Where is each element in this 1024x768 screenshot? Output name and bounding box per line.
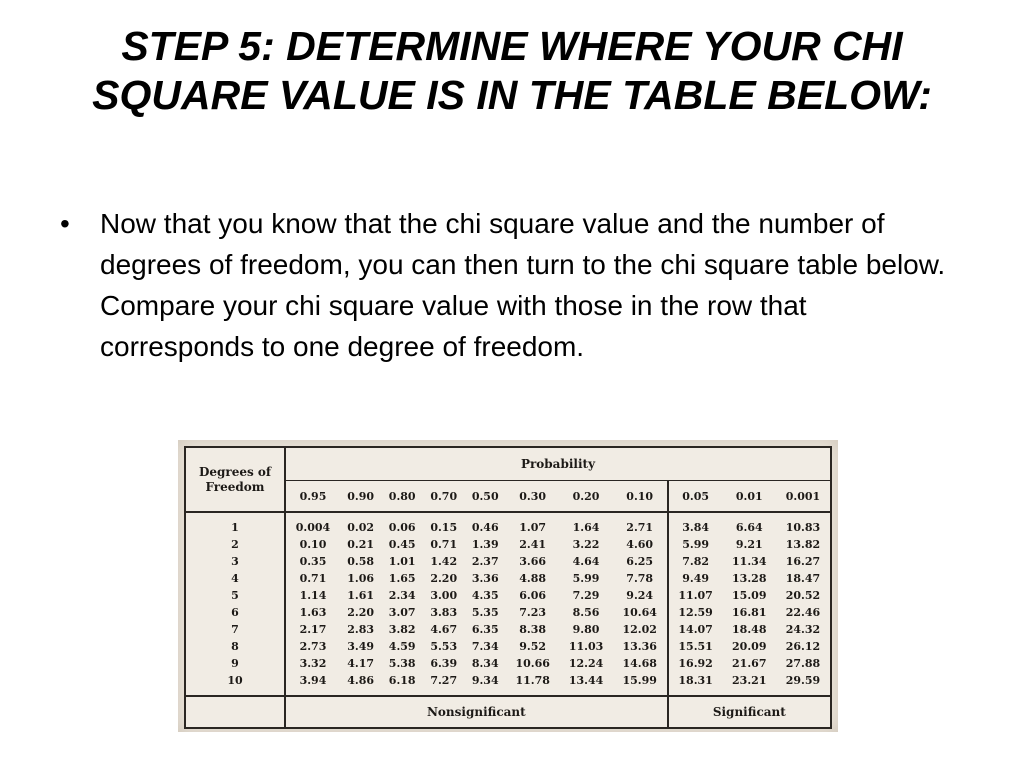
chi-value-cell: 29.59 bbox=[776, 672, 831, 696]
nonsignificant-label: Nonsignificant bbox=[285, 696, 668, 728]
chi-value-cell: 7.78 bbox=[626, 572, 654, 585]
chi-value-cell: 13.36 bbox=[622, 640, 657, 653]
probability-column-header: 0.95 bbox=[285, 481, 340, 513]
chi-value-cell: 14.07 bbox=[668, 621, 723, 638]
chi-value-cell: 3.00 bbox=[430, 589, 458, 602]
chi-value-cell: 6.39 bbox=[430, 657, 458, 670]
chi-value-cell: 7.23 bbox=[519, 606, 547, 619]
bullet-paragraph bbox=[60, 203, 950, 368]
chi-value-cell: 11.78 bbox=[515, 674, 550, 687]
chi-value-cell: 18.31 bbox=[668, 672, 723, 696]
chi-value-cell: 7.34 bbox=[471, 640, 499, 653]
chi-value-cell: 10.64 bbox=[622, 606, 657, 619]
chi-value-cell: 5.35 bbox=[471, 606, 499, 619]
probability-column-header: 0.05 bbox=[668, 481, 723, 513]
probability-column-header: 0.01 bbox=[723, 481, 776, 513]
chi-value-cell: 6.25 bbox=[626, 555, 654, 568]
table-body bbox=[185, 512, 831, 696]
chi-value-cell: 1.42 bbox=[430, 555, 458, 568]
chi-value-cell: 11.03 bbox=[568, 640, 604, 653]
chi-value-cell: 12.24 bbox=[568, 657, 604, 670]
chi-value-cell: 3.66 bbox=[519, 555, 547, 568]
chi-value-cell: 2.34 bbox=[388, 589, 416, 602]
chi-value-cell: 11.07 bbox=[668, 587, 723, 604]
degrees-of-freedom-header: Degrees of Freedom bbox=[185, 447, 285, 512]
chi-value-cell: 3.22 bbox=[572, 538, 600, 551]
chi-value-cell: 4.64 bbox=[572, 555, 600, 568]
chi-value-cell: 9.34 bbox=[471, 674, 499, 687]
chi-value-cell: 0.02 bbox=[347, 521, 375, 534]
chi-value-cell: 5.38 bbox=[388, 657, 416, 670]
chi-value-cell: 1.06 bbox=[347, 572, 375, 585]
chi-value-cell: 1.65 bbox=[388, 572, 416, 585]
chi-value-cell: 15.51 bbox=[668, 638, 723, 655]
chi-value-cell: 7.29 bbox=[572, 589, 600, 602]
chi-value-cell: 13.44 bbox=[568, 674, 604, 687]
footer-blank-cell bbox=[185, 696, 285, 728]
chi-value-cell: 7.27 bbox=[430, 674, 458, 687]
chi-value-cell: 6.64 bbox=[735, 521, 763, 534]
degrees-of-freedom-cell: 2 bbox=[185, 536, 285, 553]
chi-value-cell: 26.12 bbox=[776, 638, 831, 655]
chi-value-cell: 6.35 bbox=[471, 623, 499, 636]
degrees-of-freedom-cell: 7 bbox=[185, 621, 285, 638]
chi-value-cell: 12.59 bbox=[668, 604, 723, 621]
chi-value-cell: 13.82 bbox=[776, 536, 831, 553]
chi-value-cell: 5.53 bbox=[430, 640, 458, 653]
chi-value-cell: 24.32 bbox=[776, 621, 831, 638]
chi-value-cell: 9.80 bbox=[572, 623, 600, 636]
table-row bbox=[185, 553, 831, 570]
chi-value-cell: 9.24 bbox=[626, 589, 654, 602]
chi-value-cell: 3.49 bbox=[347, 640, 375, 653]
bullet-text: Now that you know that the chi square value and the number of degrees of freedom, you can then turn to the chi square table below. Compare your chi square value with those in the row that corresponds to one degree of freedom. bbox=[100, 208, 946, 363]
probability-column-header: 0.10 bbox=[613, 481, 668, 513]
chi-value-cell: 1.39 bbox=[471, 538, 499, 551]
chi-value-cell: 1.01 bbox=[388, 555, 416, 568]
degrees-of-freedom-cell: 9 bbox=[185, 655, 285, 672]
chi-value-cell: 1.61 bbox=[347, 589, 375, 602]
probability-column-header: 0.20 bbox=[559, 481, 612, 513]
chi-value-cell: 7.82 bbox=[668, 553, 723, 570]
degrees-of-freedom-cell: 3 bbox=[185, 553, 285, 570]
chi-value-cell: 16.81 bbox=[732, 606, 767, 619]
probability-column-header: 0.80 bbox=[381, 481, 423, 513]
chi-value-cell: 10.83 bbox=[776, 512, 831, 536]
chi-square-table-image bbox=[178, 440, 838, 732]
chi-value-cell: 0.35 bbox=[299, 555, 327, 568]
chi-value-cell: 2.71 bbox=[626, 521, 654, 534]
probability-column-header: 0.50 bbox=[464, 481, 506, 513]
chi-value-cell: 2.83 bbox=[347, 623, 375, 636]
table-row bbox=[185, 570, 831, 587]
bullet-dot-icon: • bbox=[60, 208, 70, 239]
chi-value-cell: 6.06 bbox=[519, 589, 547, 602]
chi-value-cell: 2.37 bbox=[471, 555, 499, 568]
table-row bbox=[185, 587, 831, 604]
chi-value-cell: 3.32 bbox=[299, 657, 327, 670]
chi-value-cell: 9.49 bbox=[668, 570, 723, 587]
probability-header: Probability bbox=[285, 447, 831, 481]
chi-value-cell: 4.88 bbox=[519, 572, 547, 585]
significant-label: Significant bbox=[668, 696, 831, 728]
chi-value-cell: 22.46 bbox=[776, 604, 831, 621]
degrees-of-freedom-cell: 5 bbox=[185, 587, 285, 604]
degrees-of-freedom-cell: 6 bbox=[185, 604, 285, 621]
chi-value-cell: 4.60 bbox=[626, 538, 654, 551]
chi-value-cell: 20.09 bbox=[732, 640, 767, 653]
chi-value-cell: 3.07 bbox=[388, 606, 416, 619]
probability-column-header: 0.30 bbox=[506, 481, 559, 513]
chi-value-cell: 5.99 bbox=[668, 536, 723, 553]
chi-value-cell: 18.47 bbox=[776, 570, 831, 587]
chi-value-cell: 3.94 bbox=[299, 674, 327, 687]
chi-value-cell: 0.45 bbox=[388, 538, 416, 551]
chi-value-cell: 5.99 bbox=[572, 572, 600, 585]
chi-value-cell: 1.14 bbox=[299, 589, 327, 602]
table-row bbox=[185, 512, 831, 536]
chi-value-cell: 0.46 bbox=[471, 521, 499, 534]
degrees-of-freedom-cell: 4 bbox=[185, 570, 285, 587]
degrees-of-freedom-cell: 8 bbox=[185, 638, 285, 655]
chi-value-cell: 1.64 bbox=[572, 521, 600, 534]
chi-value-cell: 4.35 bbox=[471, 589, 499, 602]
chi-value-cell: 4.17 bbox=[347, 657, 375, 670]
chi-value-cell: 4.59 bbox=[388, 640, 416, 653]
chi-value-cell: 23.21 bbox=[732, 674, 767, 687]
table-row bbox=[185, 604, 831, 621]
probability-column-header: 0.001 bbox=[776, 481, 831, 513]
chi-value-cell: 11.34 bbox=[732, 555, 767, 568]
chi-value-cell: 8.56 bbox=[572, 606, 600, 619]
chi-value-cell: 6.18 bbox=[388, 674, 416, 687]
chi-value-cell: 21.67 bbox=[732, 657, 767, 670]
slide-title: STEP 5: DETERMINE WHERE YOUR CHI SQUARE VALUE IS IN THE TABLE BELOW: bbox=[92, 23, 932, 119]
chi-value-cell: 27.88 bbox=[776, 655, 831, 672]
table-row bbox=[185, 536, 831, 553]
chi-value-cell: 12.02 bbox=[622, 623, 657, 636]
chi-value-cell: 0.10 bbox=[299, 538, 327, 551]
table-footer-row bbox=[185, 696, 831, 728]
table-row bbox=[185, 621, 831, 638]
chi-value-cell: 3.84 bbox=[668, 512, 723, 536]
chi-value-cell: 2.20 bbox=[347, 606, 375, 619]
chi-value-cell: 8.34 bbox=[471, 657, 499, 670]
chi-value-cell: 1.63 bbox=[299, 606, 327, 619]
chi-value-cell: 14.68 bbox=[622, 657, 657, 670]
chi-value-cell: 18.48 bbox=[732, 623, 767, 636]
chi-value-cell: 3.82 bbox=[388, 623, 416, 636]
degrees-of-freedom-cell: 1 bbox=[185, 512, 285, 536]
chi-value-cell: 10.66 bbox=[515, 657, 550, 670]
chi-value-cell: 4.67 bbox=[430, 623, 458, 636]
probability-column-header: 0.90 bbox=[340, 481, 382, 513]
chi-value-cell: 16.27 bbox=[776, 553, 831, 570]
chi-value-cell: 0.004 bbox=[295, 521, 331, 534]
chi-value-cell: 2.41 bbox=[519, 538, 547, 551]
chi-value-cell: 0.58 bbox=[347, 555, 375, 568]
table-row bbox=[185, 638, 831, 655]
chi-value-cell: 1.07 bbox=[519, 521, 547, 534]
chi-value-cell: 0.21 bbox=[347, 538, 375, 551]
chi-value-cell: 0.71 bbox=[299, 572, 327, 585]
chi-value-cell: 20.52 bbox=[776, 587, 831, 604]
table-row bbox=[185, 672, 831, 696]
chi-value-cell: 15.09 bbox=[732, 589, 767, 602]
chi-value-cell: 0.15 bbox=[430, 521, 458, 534]
chi-value-cell: 9.21 bbox=[735, 538, 763, 551]
chi-value-cell: 3.36 bbox=[471, 572, 499, 585]
degrees-of-freedom-cell: 10 bbox=[185, 672, 285, 696]
chi-square-table bbox=[184, 446, 832, 729]
chi-value-cell: 0.06 bbox=[388, 521, 416, 534]
chi-value-cell: 16.92 bbox=[668, 655, 723, 672]
chi-value-cell: 13.28 bbox=[732, 572, 767, 585]
chi-value-cell: 4.86 bbox=[347, 674, 375, 687]
chi-value-cell: 9.52 bbox=[519, 640, 547, 653]
chi-value-cell: 0.71 bbox=[430, 538, 458, 551]
probability-column-header: 0.70 bbox=[423, 481, 465, 513]
chi-value-cell: 15.99 bbox=[622, 674, 657, 687]
chi-value-cell: 3.83 bbox=[430, 606, 458, 619]
chi-value-cell: 2.17 bbox=[299, 623, 327, 636]
chi-value-cell: 2.73 bbox=[299, 640, 327, 653]
chi-value-cell: 2.20 bbox=[430, 572, 458, 585]
chi-value-cell: 8.38 bbox=[519, 623, 547, 636]
table-row bbox=[185, 655, 831, 672]
